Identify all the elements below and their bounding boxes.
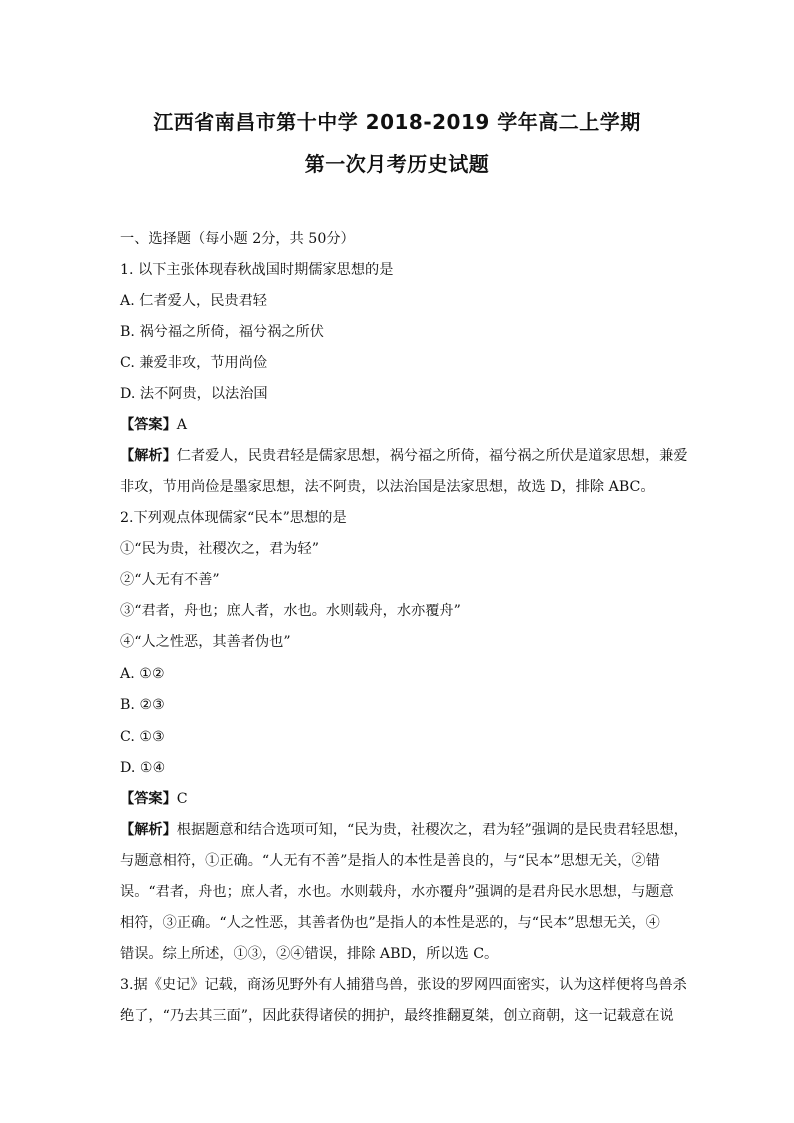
q2-analysis-line1 [120,820,688,840]
document-title-line2: 第一次月考历史试题 [304,152,490,176]
q2-item-2: ②“人无有不善” [120,572,220,588]
answer-label: 【答案】 [120,417,177,433]
answer-value: C [176,791,188,807]
q2-analysis-line2: 与题意相符，①正确。“人无有不善”是指人的本性是善良的，与“民本”思想无关，②错 [120,853,660,869]
q2-item-3: ③“君者，舟也；庶人者，水也。水则载舟，水亦覆舟” [120,603,461,619]
section-header: 一、选择题（每小题 2分，共 50分） [120,231,355,247]
q1-option-c: C. 兼爱非攻，节用尚俭 [120,355,268,371]
analysis-label: 【解析】 [120,822,177,838]
q2-analysis-line3: 误。“君者，舟也；庶人者，水也。水则载舟，水亦覆舟”强调的是君舟民水思想，与题意 [120,884,674,900]
q1-option-a: A. 仁者爱人，民贵君轻 [120,293,267,309]
analysis-label: 【解析】 [120,448,177,464]
q2-item-4: ④“人之性恶，其善者伪也” [120,634,291,650]
q2-answer [120,789,680,809]
q1-analysis-line2: 非攻，节用尚俭是墨家思想，法不阿贵，以法治国是法家思想，故选 D，排除 ABC。 [120,479,655,495]
q2-item-1: ①“民为贵，社稷次之，君为轻” [120,541,319,557]
q3-line2: 绝了，“乃去其三面”，因此获得诸侯的拥护，最终推翻夏桀，创立商朝，这一记载意在说 [120,1008,674,1024]
answer-label: 【答案】 [120,791,177,807]
q2-analysis-line4: 相符，③正确。“人之性恶，其善者伪也”是指人的本性是恶的，与“民本”思想无关，④ [120,915,660,931]
q2-option-d: D. ①④ [120,760,166,776]
q2-option-b: B. ②③ [120,697,165,713]
q2-analysis-line5: 错误。综上所述，①③，②④错误，排除 ABD，所以选 C。 [120,946,499,962]
q1-answer [120,415,680,435]
q1-stem: 1. 以下主张体现春秋战国时期儒家思想的是 [120,262,394,278]
q1-option-d: D. 法不阿贵，以法治国 [120,386,268,402]
document-title-line1: 江西省南昌市第十中学 2018-2019 学年高二上学期 [153,110,641,134]
q1-analysis-line1 [120,446,688,466]
q2-option-c: C. ①③ [120,729,165,745]
analysis-text: 仁者爱人，民贵君轻是儒家思想，祸兮福之所倚，福兮祸之所伏是道家思想，兼爱 [176,448,688,464]
analysis-text: 根据题意和结合选项可知，“民为贵，社稷次之，君为轻”强调的是民贵君轻思想， [176,822,688,838]
q2-option-a: A. ①② [120,666,165,682]
q3-line1: 3.据《史记》记载，商汤见野外有人捕猎鸟兽，张设的罗网四面密实，认为这样便将鸟兽杀 [120,977,687,993]
q2-stem: 2.下列观点体现儒家“民本”思想的是 [120,510,347,526]
answer-value: A [176,417,188,433]
q1-option-b: B. 祸兮福之所倚，福兮祸之所伏 [120,324,324,340]
